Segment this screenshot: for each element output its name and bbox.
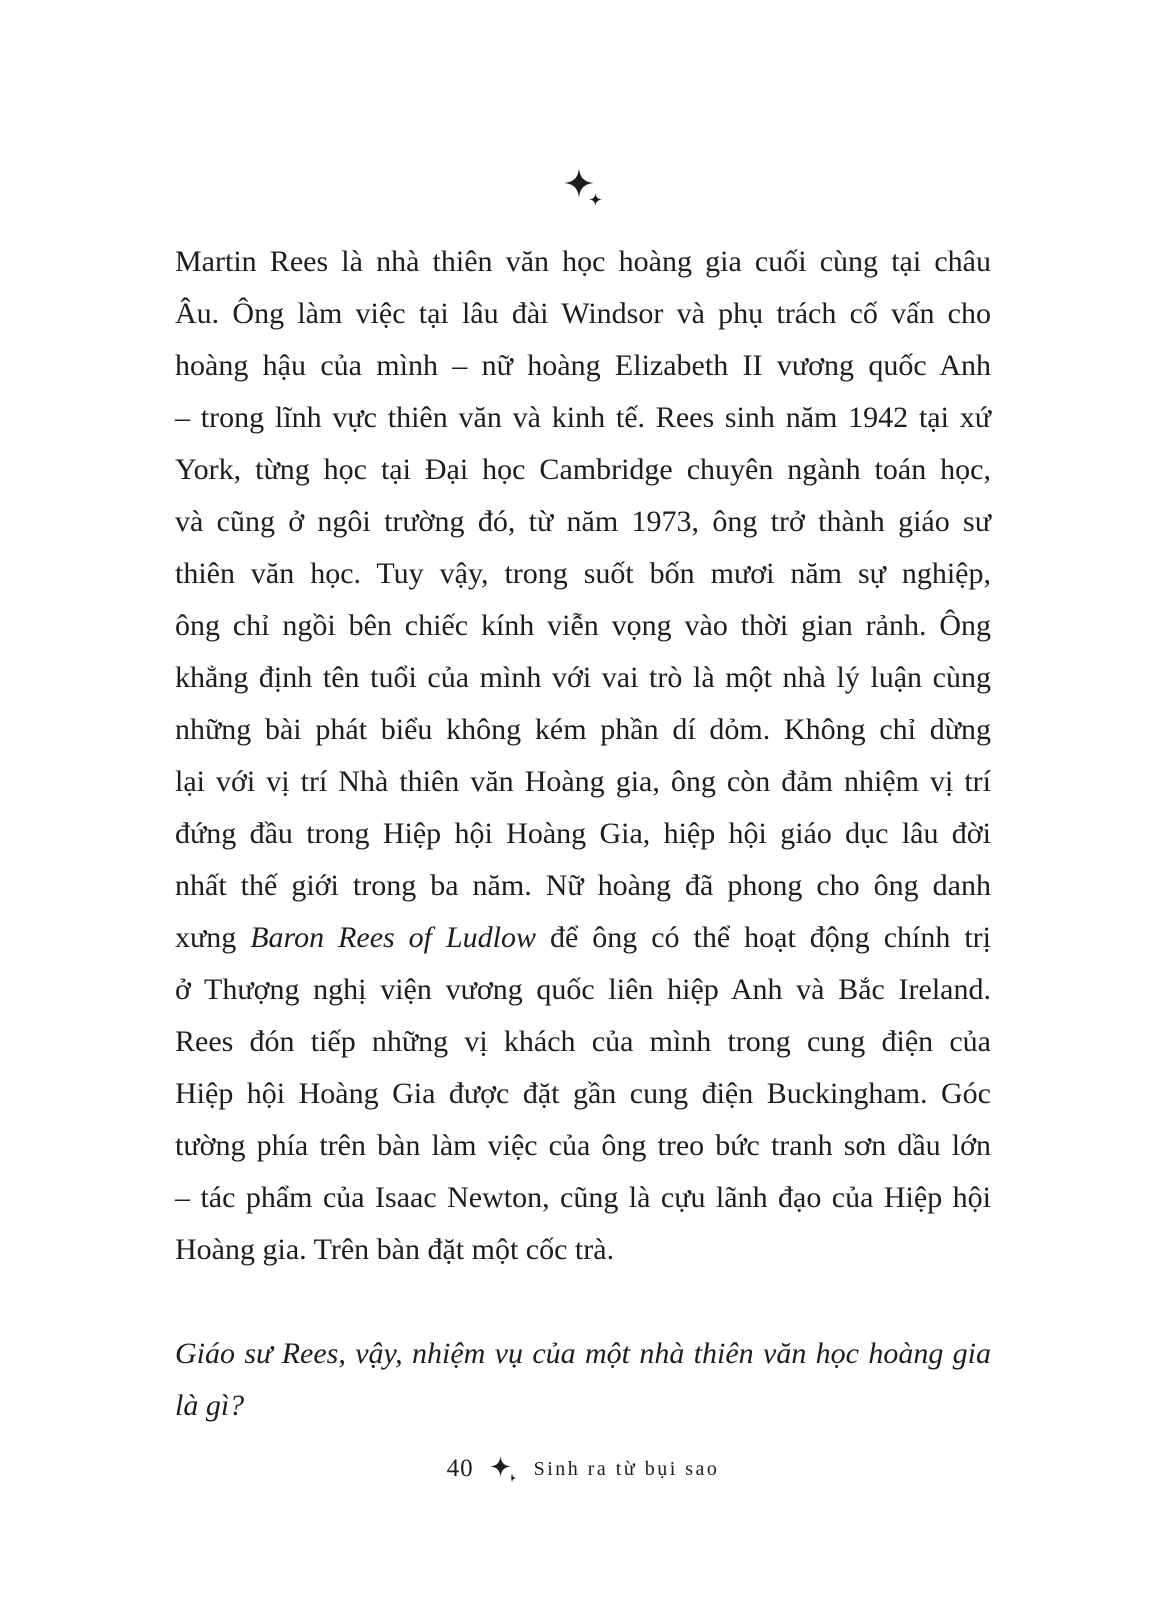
text-segment: đứng đầu trong Hiệp hội Hoàng Gia, hiệp hội giáo dục lâu đời xyxy=(175,817,991,850)
body-paragraph xyxy=(175,236,991,1276)
text-segment: khẳng định tên tuổi của mình với vai trò là một nhà lý luận cùng xyxy=(175,661,991,694)
text-segment: York, từng học tại Đại học Cambridge chuyên ngành toán học, xyxy=(175,453,991,486)
body-text-line xyxy=(175,652,991,704)
text-segment: Âu. Ông làm việc tại lâu đài Windsor và phụ trách cố vấn cho xyxy=(175,297,991,330)
text-segment: Rees đón tiếp những vị khách của mình trong cung điện của xyxy=(175,1025,991,1058)
body-text-line xyxy=(175,1016,991,1068)
text-segment: những bài phát biểu không kém phần dí dỏm. Không chỉ dừng xyxy=(175,713,991,746)
text-segment: tường phía trên bàn làm việc của ông treo bức tranh sơn dầu lớn xyxy=(175,1129,991,1162)
body-text-line xyxy=(175,912,991,964)
page-number: 40 xyxy=(446,1455,474,1482)
body-text-line xyxy=(175,1224,991,1276)
text-segment: thiên văn học. Tuy vậy, trong suốt bốn mươi năm sự nghiệp, xyxy=(175,557,991,590)
text-segment: Hiệp hội Hoàng Gia được đặt gần cung điện Buckingham. Góc xyxy=(175,1077,991,1110)
running-book-title: Sinh ra từ bụi sao xyxy=(533,1457,720,1480)
body-text-line xyxy=(175,756,991,808)
body-text-line xyxy=(175,392,991,444)
body-text-line xyxy=(175,548,991,600)
question-text-line: Giáo sư Rees, vậy, nhiệm vụ của một nhà thiên văn học hoàng gia xyxy=(175,1337,991,1370)
text-segment: xưng xyxy=(175,921,251,954)
text-segment: ở Thượng nghị viện vương quốc liên hiệp Anh và Bắc Ireland. xyxy=(175,973,991,1006)
text-segment: để ông có thể hoạt động chính trị xyxy=(536,921,991,954)
sparkles-separator-icon xyxy=(490,1456,518,1484)
sparkles-ornament-icon xyxy=(564,168,604,208)
text-segment: – trong lĩnh vực thiên văn và kinh tế. Rees sinh năm 1942 tại xứ xyxy=(175,401,991,434)
body-text-line xyxy=(175,340,991,392)
body-text-line xyxy=(175,444,991,496)
text-segment: lại với vị trí Nhà thiên văn Hoàng gia, ông còn đảm nhiệm vị trí xyxy=(175,765,991,798)
body-text-line xyxy=(175,860,991,912)
body-text-line xyxy=(175,288,991,340)
question-text-line: là gì? xyxy=(175,1389,245,1422)
text-segment: nhất thế giới trong ba năm. Nữ hoàng đã phong cho ông danh xyxy=(175,869,991,902)
text-segment: ông chỉ ngồi bên chiếc kính viễn vọng vào thời gian rảnh. Ông xyxy=(175,609,991,642)
body-text-line xyxy=(175,808,991,860)
body-text-line xyxy=(175,1120,991,1172)
text-segment: hoàng hậu của mình – nữ hoàng Elizabeth II vương quốc Anh xyxy=(175,349,991,382)
body-text-line xyxy=(175,600,991,652)
body-text-line xyxy=(175,496,991,548)
body-text-line xyxy=(175,704,991,756)
text-segment: Martin Rees là nhà thiên văn học hoàng gia cuối cùng tại châu xyxy=(175,245,991,278)
interview-question-paragraph xyxy=(175,1328,991,1432)
body-text-line xyxy=(175,964,991,1016)
text-segment: và cũng ở ngôi trường đó, từ năm 1973, ông trở thành giáo sư xyxy=(175,505,991,538)
body-text-line xyxy=(175,1068,991,1120)
body-text-line xyxy=(175,236,991,288)
text-segment: Hoàng gia. Trên bàn đặt một cốc trà. xyxy=(175,1233,615,1266)
page-footer xyxy=(0,1448,1166,1490)
text-segment: – tác phẩm của Isaac Newton, cũng là cựu lãnh đạo của Hiệp hội xyxy=(175,1181,991,1214)
body-text-line xyxy=(175,1172,991,1224)
italic-text-segment: Baron Rees of Ludlow xyxy=(250,921,537,954)
